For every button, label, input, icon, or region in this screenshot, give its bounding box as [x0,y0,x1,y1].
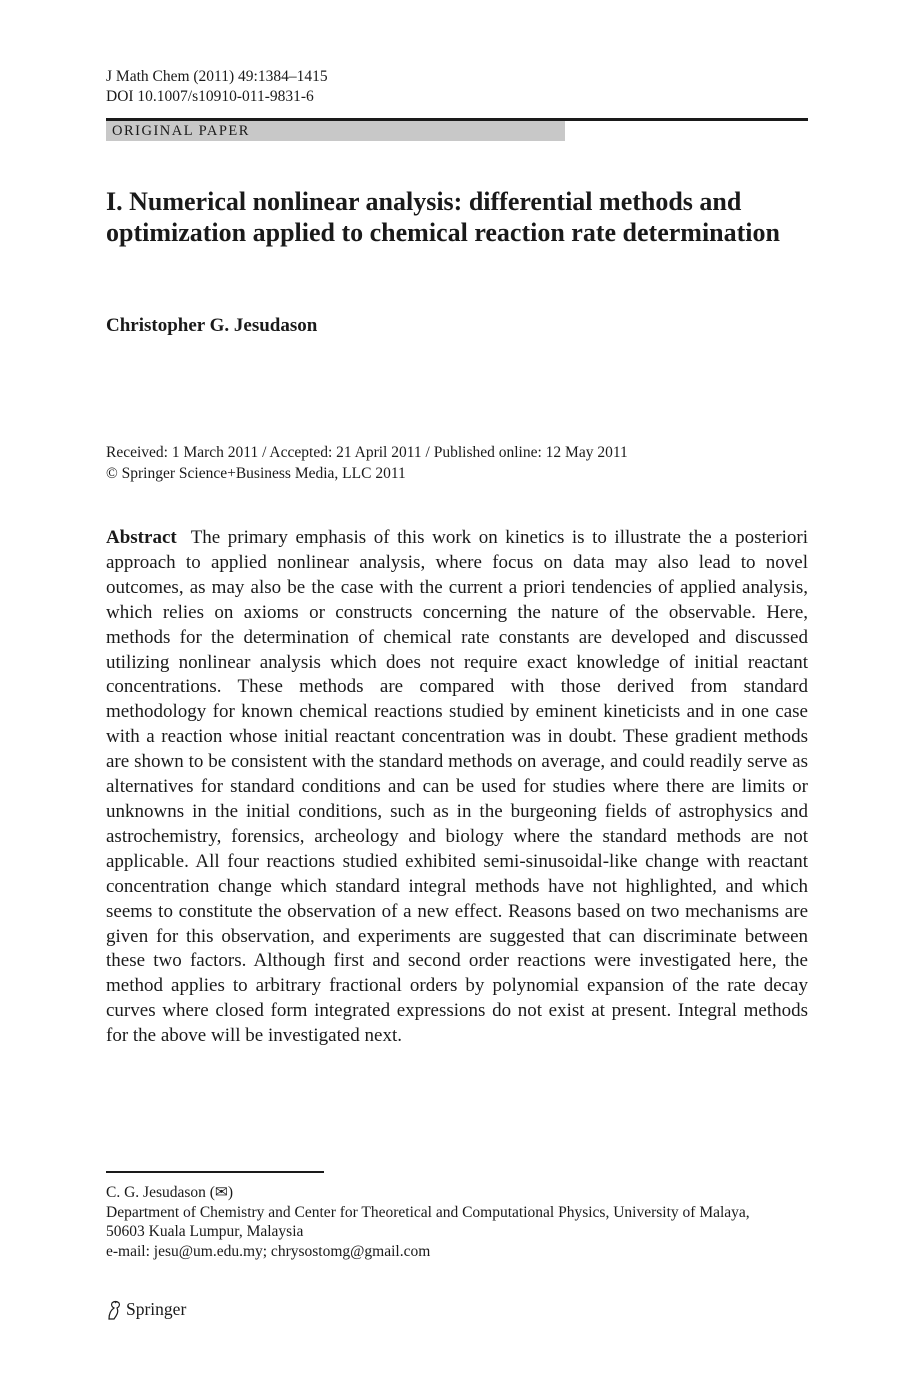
department: Department of Chemistry and Center for Theoretical and Computational Physics, University of Malaya, [106,1203,750,1221]
abstract-label: Abstract [106,527,177,548]
publisher-name: Springer [126,1299,187,1319]
publication-history: Received: 1 March 2011 / Accepted: 21 April 2011 / Published online: 12 May 2011 [106,444,628,461]
springer-horse-icon [106,1300,122,1320]
author-name: Christopher G. Jesudason [106,315,318,336]
abstract [106,526,808,1049]
article-type-badge: ORIGINAL PAPER [106,121,565,141]
journal-citation: J Math Chem (2011) 49:1384–1415 [106,68,328,85]
corresponding-author: C. G. Jesudason (✉) [106,1184,234,1201]
author-affiliation [106,1183,808,1261]
publication-dates [106,442,628,484]
publisher-logo [106,1299,186,1320]
address: 50603 Kuala Lumpur, Malaysia [106,1223,304,1241]
abstract-text: The primary emphasis of this work on kinetics is to illustrate the a posteriori approach to applied nonlinear analysis, where focus on data may also lead to novel outcomes, as may also be the case with the current a priori tendencies of applied analysis, which relies on axioms or constructs concerning the nature of the observable. Here, methods for the determination of chemical rate constants are developed and discussed utilizing nonlinear analysis which does not require exact knowledge of initial reactant concentrations. These methods are compared with those derived from standard methodology for known chemical reactions studied by eminent kineticists and in one case with a reaction whose initial reactant concentration was in doubt. These gradient methods are shown to be consistent with the standard methods on average, and could readily serve as alternatives for standard conditions and can be used for studies where there are limits or unknowns in the initial conditions, such as in the burgeoning fields of astrophysics and astrochemistry, forensics, archeology and biology where the standard methods are not applicable. All four reactions studied exhibited semi-sinusoidal-like change with reactant concentration change which standard integral methods have not highlighted, and which seems to constitute the observation of a new effect. Reasons based on two mechanisms are given for this observation, and experiments are suggested that can discriminate between these two factors. Although first and second order reactions were investigated here, the method applies to arbitrary fractional orders by polynomial expansion of the rate decay curves where closed form integrated expressions do not exist at present. Integral methods for the above will be investigated next. [106,527,808,1047]
journal-header [106,67,328,107]
footnote-rule [106,1171,324,1173]
doi: DOI 10.1007/s10910-011-9831-6 [106,88,314,105]
copyright-line: © Springer Science+Business Media, LLC 2011 [106,465,406,482]
paper-title: I. Numerical nonlinear analysis: differential methods and optimization applied to chemical reaction rate determination [106,187,780,247]
email: e-mail: jesu@um.edu.my; chrysostomg@gmail.com [106,1242,431,1260]
